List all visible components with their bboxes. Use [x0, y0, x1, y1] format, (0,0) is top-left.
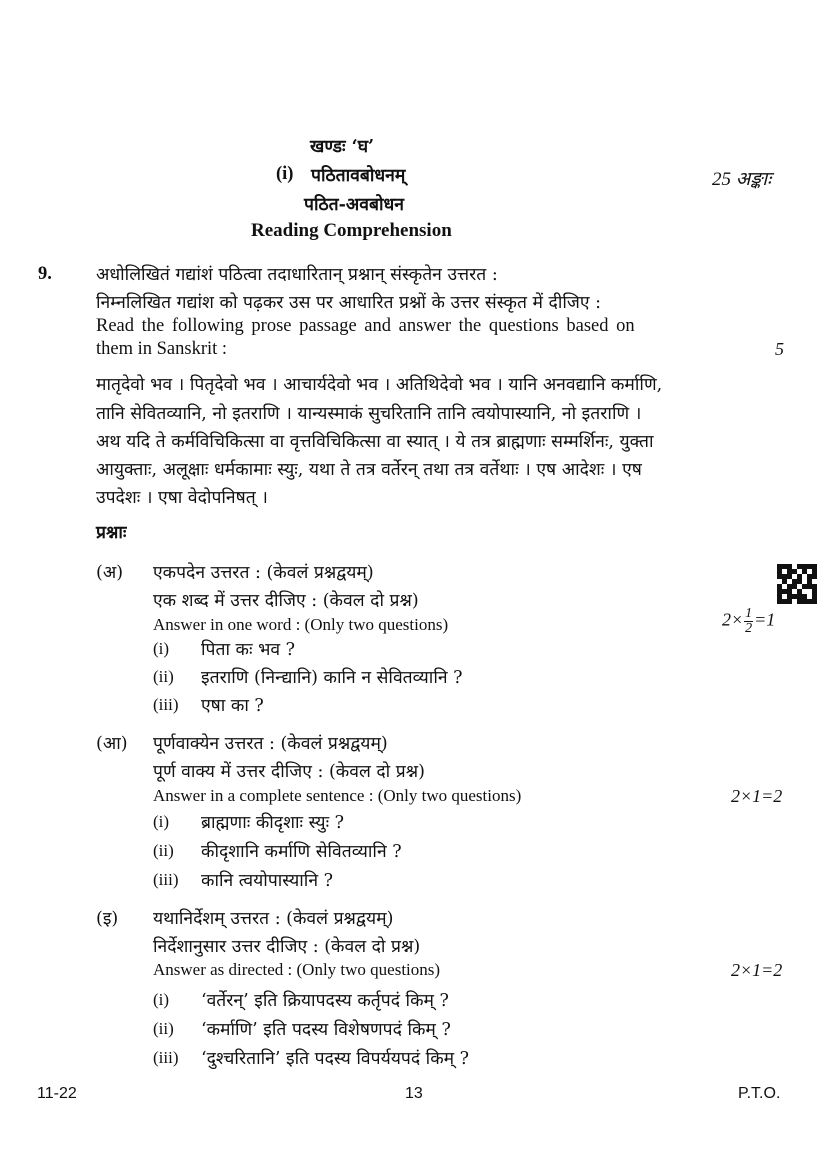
qr-code-icon — [777, 564, 817, 604]
marks-suffix: =1 — [754, 609, 776, 630]
instruction-hindi: निम्नलिखित गद्यांश को पढ़कर उस पर आधारित प्रश्नों के उत्तर संस्कृत में दीजिए : — [96, 293, 601, 313]
question-marks: 5 — [775, 339, 784, 359]
item-number: (i) — [153, 990, 170, 1009]
passage-line: उपदेशः । एषा वेदोपनिषत् । — [96, 488, 268, 508]
item-number: (i) — [153, 812, 170, 831]
passage-line: आयुक्ताः, अलूक्षाः धर्मकामाः स्युः, यथा ते तत्र वर्तेरन् तथा तत्र वर्तेथाः । एष आदेशः । एष — [96, 460, 642, 480]
page-number: 13 — [405, 1085, 423, 1102]
item-text: कानि त्वयोपास्यानि ? — [201, 871, 333, 891]
item-number: (ii) — [153, 841, 174, 860]
section-heading: खण्डः ‘घ’ — [310, 137, 375, 157]
pto-label: P.T.O. — [738, 1085, 781, 1102]
item-text: ‘वर्तेरन्’ इति क्रियापदस्य कर्तृपदं किम् ? — [201, 991, 449, 1011]
instruction-sanskrit: अधोलिखितं गद्यांशं पठित्वा तदाधारितान् प्रश्नान् संस्कृतेन उत्तरत : — [96, 265, 498, 285]
fraction-numerator: 1 — [745, 606, 753, 621]
part-instruction-hindi: एक शब्द में उत्तर दीजिए : (केवल दो प्रश्न) — [153, 591, 419, 611]
questions-label: प्रश्नाः — [96, 523, 127, 543]
marks-fraction — [744, 607, 753, 636]
item-text: इतराणि (निन्द्यानि) कानि न सेवितव्यानि ? — [201, 668, 463, 688]
part-instruction-english: Answer in one word : (Only two questions) — [153, 615, 449, 634]
item-text: ब्राह्मणाः कीदृशाः स्युः ? — [201, 813, 345, 833]
item-text: एषा का ? — [201, 696, 264, 716]
passage-line: मातृदेवो भव । पितृदेवो भव । आचार्यदेवो भव । अतिथिदेवो भव । यानि अनवद्यानि कर्माणि, — [96, 375, 663, 395]
instruction-english-line-1: Read the following prose passage and answer the questions based on — [96, 316, 635, 336]
part-label: (आ) — [96, 734, 128, 754]
footer-code: 11-22 — [37, 1085, 77, 1102]
part-label: (अ) — [96, 563, 124, 583]
part-instruction-english: Answer in a complete sentence : (Only two questions) — [153, 786, 522, 805]
subsection-title: पठितावबोधनम् — [311, 166, 406, 186]
item-number: (ii) — [153, 1019, 174, 1038]
english-title: Reading Comprehension — [251, 220, 452, 241]
subsection-roman: (i) — [276, 164, 294, 184]
hindi-title: पठित-अवबोधन — [304, 195, 404, 215]
instruction-english-line-2: them in Sanskrit : — [96, 339, 228, 359]
item-text: पिता कः भव ? — [201, 640, 296, 660]
part-marks: 2×1=2 — [731, 786, 783, 806]
item-text: ‘दुश्चरितानि’ इति पदस्य विपर्ययपदं किम् ? — [201, 1049, 470, 1069]
subsection-marks: 25 अङ्काः — [712, 169, 772, 190]
item-number: (iii) — [153, 695, 179, 714]
part-instruction-sanskrit: यथानिर्देशम् उत्तरत : (केवलं प्रश्नद्वयम्) — [153, 909, 394, 929]
part-marks: 2×1=2 — [731, 960, 783, 980]
part-marks — [722, 607, 775, 636]
passage-line: तानि सेवितव्यानि, नो इतराणि । यान्यस्माकं सुचरितानि तानि त्वयोपास्यानि, नो इतराणि । — [96, 404, 642, 424]
item-number: (ii) — [153, 667, 174, 686]
question-number: 9. — [38, 264, 52, 284]
part-instruction-hindi: निर्देशानुसार उत्तर दीजिए : (केवल दो प्रश्न) — [153, 937, 421, 957]
item-number: (iii) — [153, 870, 179, 889]
item-number: (i) — [153, 639, 170, 658]
item-text: कीदृशानि कर्माणि सेवितव्यानि ? — [201, 842, 402, 862]
item-text: ‘कर्माणि’ इति पदस्य विशेषणपदं किम् ? — [201, 1020, 451, 1040]
part-instruction-sanskrit: एकपदेन उत्तरत : (केवलं प्रश्नद्वयम्) — [153, 563, 374, 583]
passage-line: अथ यदि ते कर्मविचिकित्सा वा वृत्तविचिकित्सा वा स्यात् । ये तत्र ब्राह्मणाः सम्मर्शिनः, युक्ता — [96, 432, 654, 452]
part-label: (इ) — [96, 909, 119, 929]
part-instruction-hindi: पूर्ण वाक्य में उत्तर दीजिए : (केवल दो प्रश्न) — [153, 762, 425, 782]
marks-prefix: 2× — [722, 609, 744, 630]
item-number: (iii) — [153, 1048, 179, 1067]
part-instruction-english: Answer as directed : (Only two questions) — [153, 960, 441, 979]
fraction-denominator: 2 — [745, 621, 753, 636]
part-instruction-sanskrit: पूर्णवाक्येन उत्तरत : (केवलं प्रश्नद्वयम्) — [153, 734, 388, 754]
